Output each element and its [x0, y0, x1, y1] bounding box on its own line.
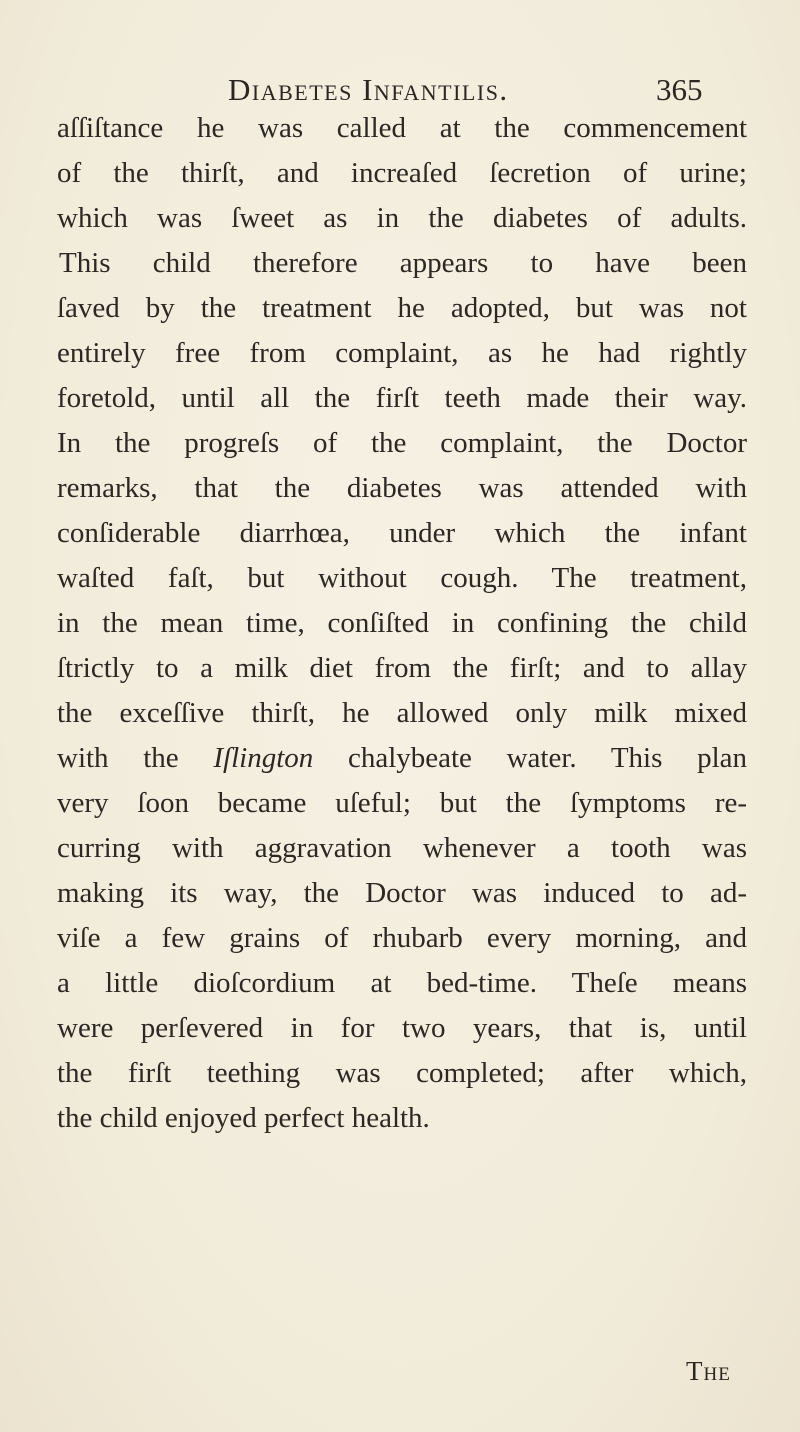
- text-line-with-italic: [57, 736, 747, 781]
- text-line: waſted faſt, but without cough. The treatment,: [57, 562, 747, 594]
- text-segment: chalybeate water. This plan: [347, 742, 747, 774]
- text-line: foretold, until all the firſt teeth made their way.: [57, 382, 747, 414]
- text-line: of the thirſt, and increaſed ſecretion of urine;: [57, 157, 747, 189]
- text-line: very ſoon became uſeful; but the ſymptoms re-: [57, 787, 747, 819]
- text-line: conſiderable diarrhœa, under which the infant: [57, 517, 747, 549]
- text-line: making its way, the Doctor was induced to ad-: [57, 877, 747, 909]
- text-line: aſſiſtance he was called at the commencement: [57, 112, 747, 144]
- text-line: viſe a few grains of rhubarb every morning, and: [57, 922, 747, 954]
- text-line: the firſt teething was completed; after which,: [57, 1057, 747, 1089]
- text-line: remarks, that the diabetes was attended with: [57, 472, 747, 504]
- running-head: Diabetes Infantilis.: [228, 72, 509, 107]
- text-line: in the mean time, conſiſted in confining the child: [57, 607, 747, 639]
- text-line: curring with aggravation whenever a tooth was: [57, 832, 747, 864]
- text-line: This child therefore appears to have been: [59, 247, 747, 279]
- text-line: the exceſſive thirſt, he allowed only milk mixed: [57, 697, 747, 729]
- text-line: which was ſweet as in the diabetes of adults.: [57, 202, 747, 234]
- text-line: were perſevered in for two years, that is, until: [57, 1012, 747, 1044]
- text-line: In the progreſs of the complaint, the Doctor: [57, 427, 747, 459]
- page-number: 365: [656, 72, 703, 107]
- catchword: The: [686, 1356, 731, 1386]
- text-line: the child enjoyed perfect health.: [57, 1102, 430, 1134]
- italic-place-name: Iſlington: [213, 742, 314, 774]
- text-segment: with the: [57, 742, 179, 774]
- text-line: ſtrictly to a milk diet from the firſt; and to allay: [57, 652, 747, 684]
- body-text: [57, 106, 747, 1141]
- text-line: entirely free from complaint, as he had rightly: [57, 337, 747, 369]
- text-line: a little dioſcordium at bed-time. Theſe means: [57, 967, 747, 999]
- text-line: ſaved by the treatment he adopted, but was not: [57, 292, 747, 324]
